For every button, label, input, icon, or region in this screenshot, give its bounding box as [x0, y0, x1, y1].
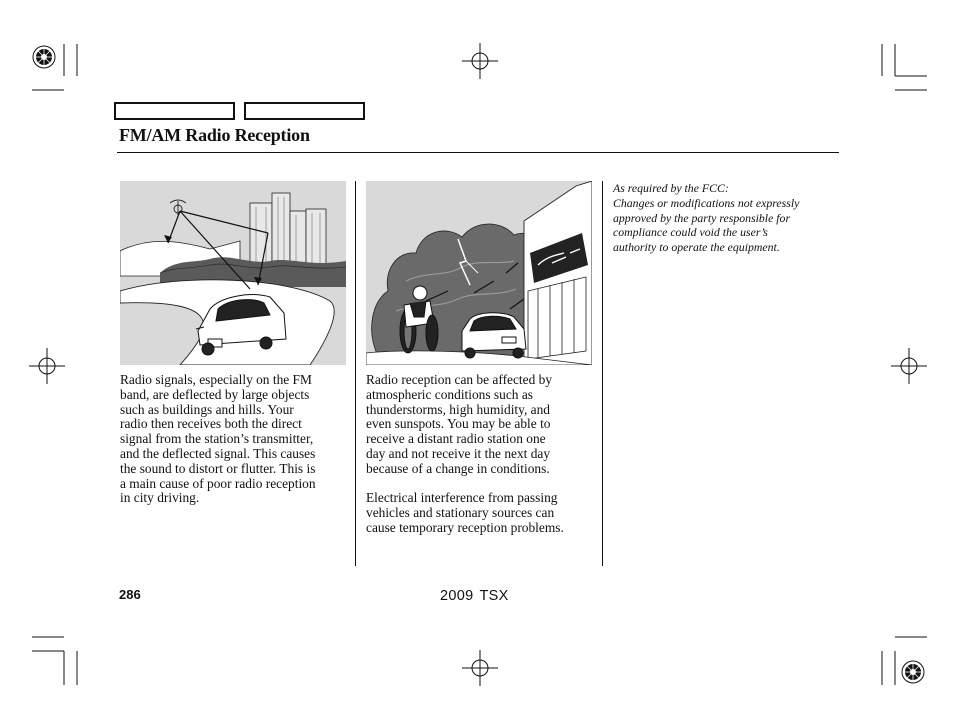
registration-target-icon — [33, 46, 55, 68]
registration-target-icon — [902, 661, 924, 683]
column-divider-right — [602, 181, 603, 566]
model-label: 2009 TSX — [440, 588, 509, 604]
fcc-note: As required by the FCC: Changes or modifications not expressly approved by the party responsible for compliance could void the user’s authority to operate the equipment. — [613, 181, 800, 255]
header-tab-1 — [114, 102, 235, 120]
middle-column-text-1: Radio reception can be affected by atmospheric conditions such as thunderstorms, high humidity, and even sunspots. You may be able to receive a distant radio station one day and not receive it the next day because of a change in conditions. — [366, 372, 553, 476]
middle-column-text-2: Electrical interference from passing vehicles and stationary sources can cause temporary reception problems. — [366, 490, 564, 535]
left-column-text: Radio signals, especially on the FM band, are deflected by large objects such as buildings and hills. Your radio then receives both the direct signal from the station’s transmitter, and the deflected signal. This causes the sound to distort or flutter. This is a main cause of poor radio reception in city driving. — [120, 372, 316, 506]
header-tab-2 — [244, 102, 365, 120]
title-rule — [117, 152, 839, 153]
column-divider-left — [355, 181, 356, 566]
figure-signal-deflection — [120, 181, 346, 365]
page-title: FM/AM Radio Reception — [119, 125, 310, 145]
page-number: 286 — [119, 587, 141, 602]
figure-atmospheric-conditions — [366, 181, 592, 365]
